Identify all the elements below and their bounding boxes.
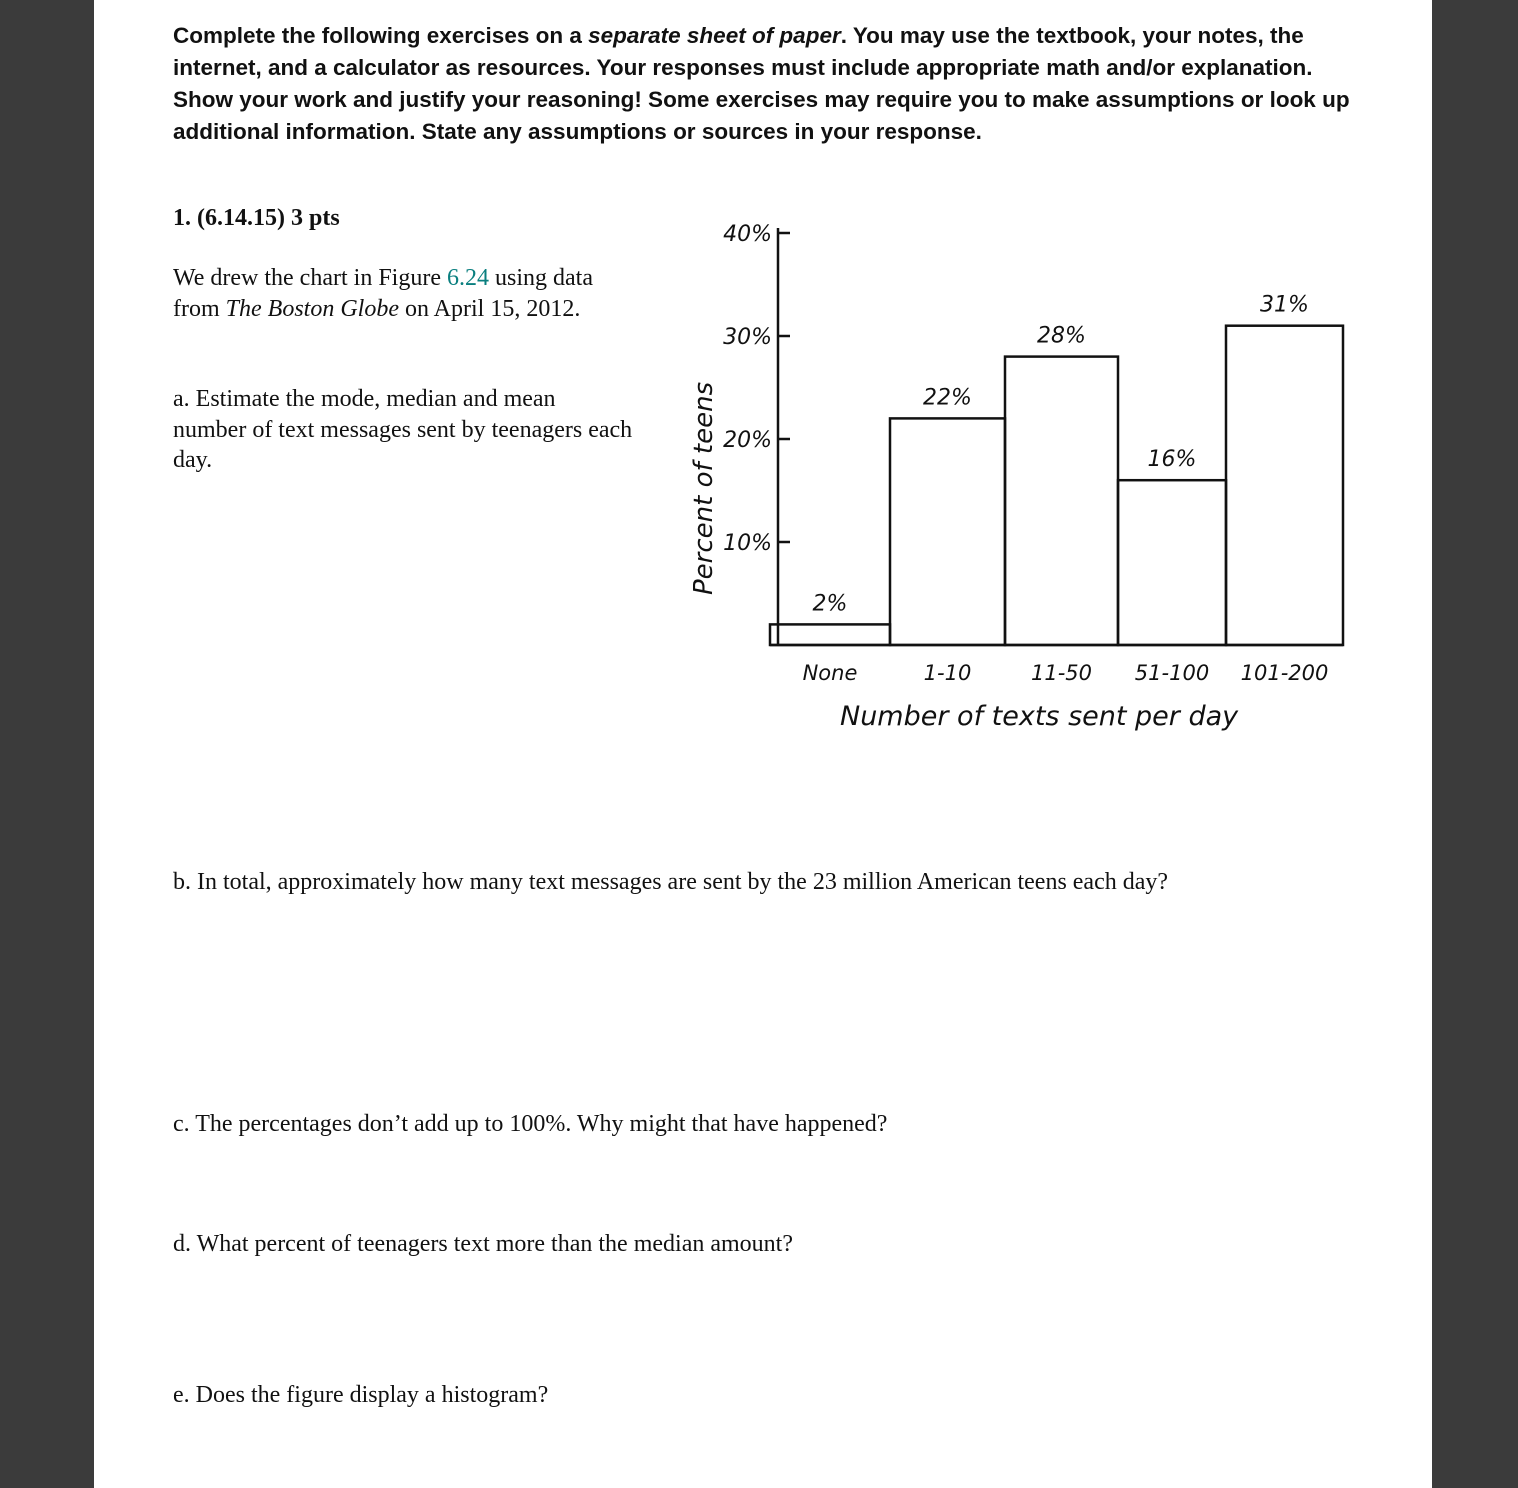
question-intro (173, 263, 623, 324)
x-tick-label: 11-50 (1030, 661, 1093, 685)
question-title: 1. (6.14.15) 3 pts (173, 205, 340, 231)
y-axis-label: Percent of teens (689, 381, 719, 595)
instructions (173, 20, 1353, 148)
x-axis-label: Number of texts sent per day (840, 701, 1239, 732)
bar (890, 418, 1005, 645)
intro-text-3: on April 15, 2012. (398, 295, 581, 322)
bar (1005, 357, 1118, 645)
x-tick-label: 101-200 (1240, 661, 1329, 685)
bar (770, 624, 890, 645)
instructions-text-2: . You may use the textbook, your notes, the internet, and a calculator as resources. Your responses must include appropriate math and/or explanation. Show your work and justify your reasoning! Some exercises may require you to make assumptions or look up additional information. State any assumptions or sources in your response. (173, 23, 1350, 144)
instructions-emphasis: separate sheet of paper (588, 23, 841, 48)
y-tick-label: 40% (723, 222, 772, 247)
intro-text: We drew the chart in Figure (173, 265, 447, 291)
question-e: e. Does the figure display a histogram? (173, 1382, 549, 1408)
y-tick-label: 20% (723, 428, 772, 453)
instructions-text: Complete the following exercises on a (173, 23, 589, 48)
question-b: b. In total, approximately how many text messages are sent by the 23 million American teens each day? (173, 869, 1169, 895)
bar-data-label: 31% (1260, 292, 1309, 318)
bar (1226, 326, 1343, 645)
bar-data-label: 2% (812, 591, 848, 617)
figure-link[interactable]: 6.24 (446, 265, 489, 291)
document-page (94, 0, 1432, 1488)
question-c: c. The percentages don’t add up to 100%. Why might that have happened? (173, 1111, 888, 1137)
x-tick-label: None (802, 661, 858, 685)
intro-text-2: using data from (173, 265, 593, 322)
question-a: a. Estimate the mode, median and mean number of text messages sent by teenagers each day. (173, 386, 633, 473)
bar-data-label: 16% (1147, 447, 1197, 473)
bar-data-label: 28% (1037, 323, 1086, 349)
bar-data-label: 22% (923, 385, 972, 411)
y-tick-label: 30% (723, 325, 772, 350)
bar (1118, 480, 1226, 645)
histogram-chart (640, 200, 1360, 760)
question-d: d. What percent of teenagers text more than the median amount? (173, 1231, 793, 1257)
source-name: The Boston Globe (225, 295, 399, 322)
x-tick-label: 1-10 (923, 661, 972, 685)
x-tick-label: 51-100 (1134, 661, 1210, 685)
y-tick-label: 10% (723, 531, 772, 556)
